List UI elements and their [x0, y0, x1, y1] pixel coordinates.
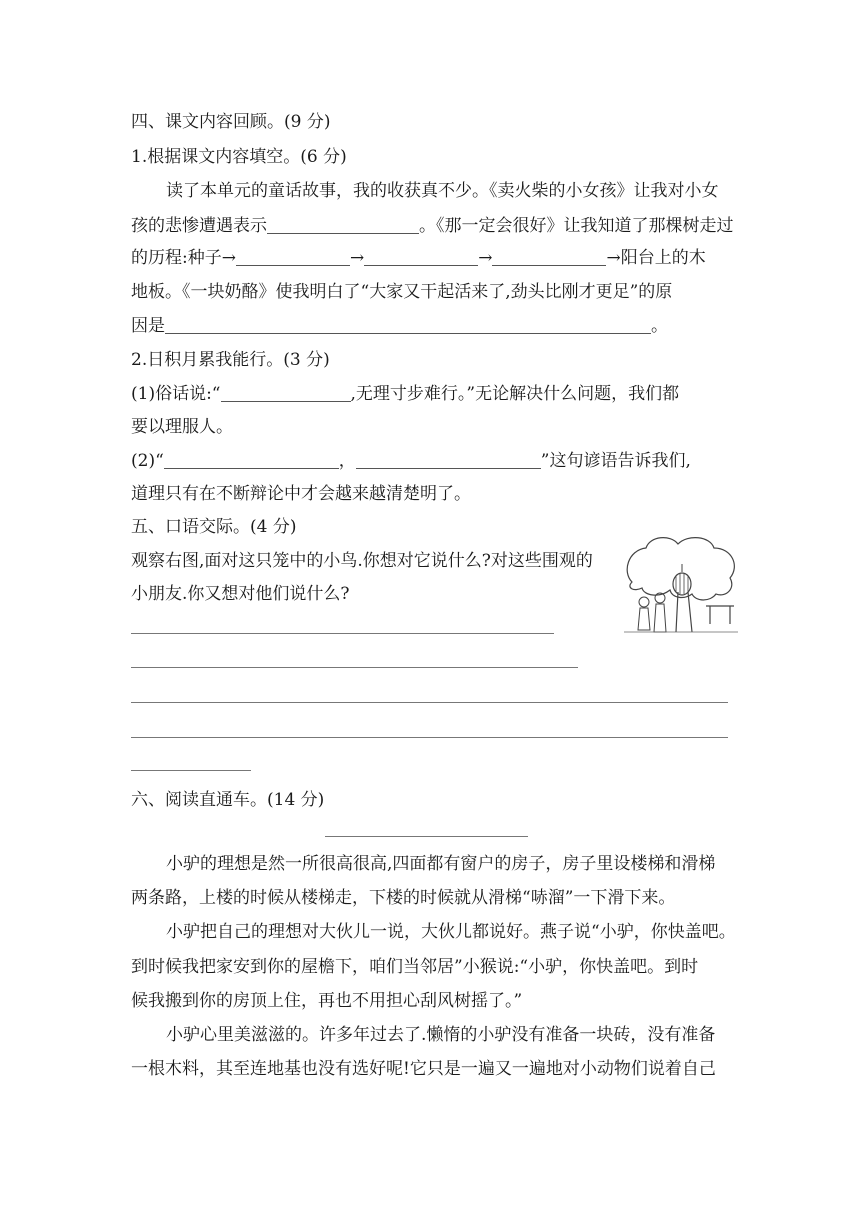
answer-line-1[interactable]: [131, 633, 554, 634]
q2-part-2: (2)“ ， ”这句谚语告诉我们,: [131, 451, 691, 471]
answer-blank-2[interactable]: [236, 247, 350, 266]
answer-line-2[interactable]: [131, 667, 578, 668]
passage-p2-line-3: 候我搬到你的房顶上住，再也不用担心刮风树摇了。”: [131, 991, 523, 1011]
question-1-title: 1.根据课文内容填空。(6 分): [131, 147, 347, 167]
answer-blank-5[interactable]: [165, 315, 651, 334]
passage-p1-line-2: 两条路，上楼的时候从楼梯走，下楼的时候就从滑梯“哧溜”一下滑下来。: [131, 888, 676, 908]
q2-part-2-cont: 道理只有在不断辩论中才会越来越清楚明了。: [131, 484, 471, 504]
q1-line-5: 因是 。: [131, 316, 668, 336]
section-5-title: 五、口语交际。(4 分): [131, 517, 297, 537]
answer-blank-7[interactable]: [164, 450, 339, 469]
passage-p3-line-1: 小驴心里美滋滋的。许多年过去了.懒惰的小驴没有准备一块砖，没有准备: [166, 1025, 716, 1045]
title-blank[interactable]: [325, 836, 528, 837]
section-5-line-1: 观察右图,面对这只笼中的小鸟.你想对它说什么?对这些围观的: [131, 551, 593, 571]
section-4-title: 四、课文内容回顾。(9 分): [131, 112, 331, 132]
q1-line-2: 孩的悲惨遭遇表示 。《那一定会很好》让我知道了那棵树走过: [131, 216, 734, 236]
answer-line-3[interactable]: [131, 702, 728, 703]
section-5-line-2: 小朋友.你又想对他们说什么?: [131, 584, 350, 604]
section-6-title: 六、阅读直通车。(14 分): [131, 790, 325, 810]
q2-part-1-cont: 要以理服人。: [131, 417, 233, 437]
q2-part-1: (1)俗话说:“ ,无理寸步难行。”无论解决什么问题，我们都: [131, 384, 680, 404]
birdcage-illustration: [622, 532, 740, 640]
answer-blank-4[interactable]: [492, 247, 606, 266]
passage-p1-line-1: 小驴的理想是然一所很高很高,四面都有窗户的房子，房子里设楼梯和滑梯: [166, 854, 716, 874]
answer-blank-8[interactable]: [356, 450, 541, 469]
q1-line-3: 的历程:种子→ → → →阳台上的木: [131, 248, 706, 268]
answer-blank-3[interactable]: [364, 247, 478, 266]
q1-line-1: 读了本单元的童话故事，我的收获真不少。《卖火柴的小女孩》让我对小女: [166, 181, 719, 201]
passage-p3-line-2: 一根木料，其至连地基也没有选好呢!它只是一遍又一遍地对小动物们说着自己: [131, 1059, 716, 1079]
passage-p2-line-2: 到时候我把家安到你的屋檐下，咱们当邻居”小猴说:“小驴，你快盖吧。到时: [131, 957, 699, 977]
question-2-title: 2.日积月累我能行。(3 分): [131, 350, 330, 370]
answer-line-4[interactable]: [131, 737, 728, 738]
answer-line-5[interactable]: [131, 770, 251, 771]
q1-line-4: 地板。《一块奶酪》使我明白了“大家又干起活来了,劲头比刚才更足”的原: [131, 282, 673, 302]
answer-blank-6[interactable]: [221, 383, 351, 402]
passage-p2-line-1: 小驴把自己的理想对大伙儿一说，大伙儿都说好。燕子说“小驴，你快盖吧。: [166, 922, 736, 942]
answer-blank-1[interactable]: [267, 215, 419, 234]
